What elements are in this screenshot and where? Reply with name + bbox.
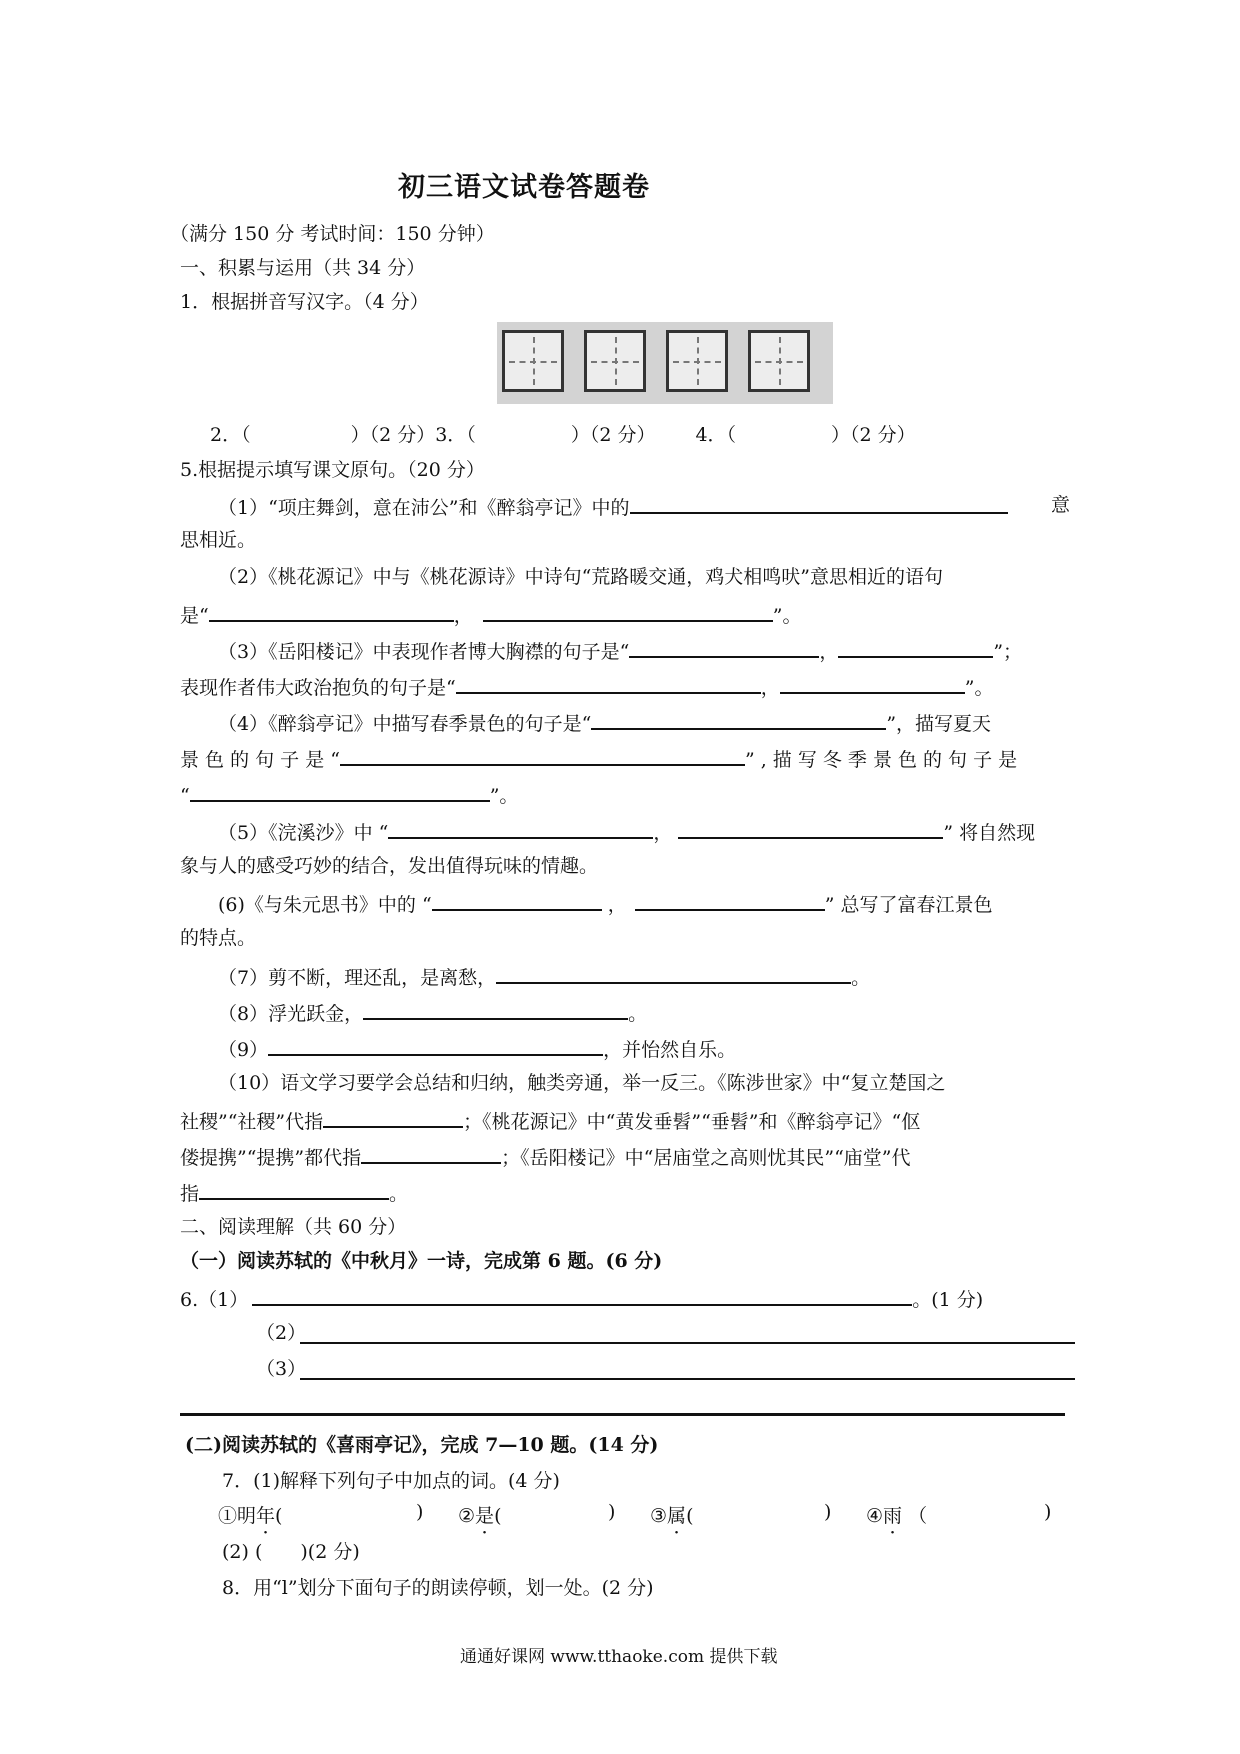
q5-item-10-cont2: 偻提携”“提携”都代指 ；《岳阳楼记》中“居庙堂之高则忧其民”“庙堂”代 xyxy=(180,1140,911,1170)
answer-blank[interactable] xyxy=(678,815,943,839)
answer-blank[interactable] xyxy=(190,778,490,802)
question-5-heading: 5.根据提示填写课文原句。（20 分） xyxy=(180,459,485,481)
dot-mark: 年 xyxy=(256,1505,276,1527)
q5-item-4-cont: 景 色 的 句 子 是 “ ” , 描 写 冬 季 景 色 的 句 子 是 xyxy=(180,742,1017,772)
answer-blank[interactable] xyxy=(483,598,773,622)
q6-3-label: （3） xyxy=(256,1358,307,1380)
dot-mark: 属 xyxy=(667,1505,687,1527)
q5-item-2: （2）《桃花源记》中与《桃花源诗》中诗句“荒路暖交通，鸡犬相鸣吠”意思相近的语句 xyxy=(218,566,944,588)
q5-item-3: （3）《岳阳楼记》中表现作者博大胸襟的句子是“ ， ”； xyxy=(218,634,1022,664)
answer-line[interactable] xyxy=(300,1342,1075,1344)
q3-score: ）（2 分） xyxy=(570,424,656,446)
reading-part-2: (二)阅读苏轼的《喜雨亭记》，完成 7—10 题。(14 分) xyxy=(185,1434,659,1456)
q5-item-1: （1）“项庄舞剑，意在沛公”和《醉翁亭记》中的 意 xyxy=(180,490,1070,520)
dot-mark: 是 xyxy=(475,1505,495,1527)
writing-cell[interactable] xyxy=(666,330,728,392)
section2-heading: 二、阅读理解（共 60 分） xyxy=(180,1216,407,1238)
questions-2-4 xyxy=(210,420,916,447)
writing-cell[interactable] xyxy=(502,330,564,392)
page-title: 初三语文试卷答题卷 xyxy=(398,172,650,203)
answer-blank[interactable] xyxy=(199,1176,389,1200)
answer-blank[interactable] xyxy=(252,1282,912,1306)
answer-blank[interactable] xyxy=(629,634,819,658)
q5-item-4-end: “ ”。 xyxy=(180,778,518,808)
q5-item-4: （4）《醉翁亭记》中描写春季景色的句子是“ ”，描写夏天 xyxy=(218,706,991,736)
answer-line[interactable] xyxy=(300,1378,1075,1380)
answer-blank[interactable] xyxy=(838,634,993,658)
section1-heading: 一、积累与运用（共 34 分） xyxy=(180,257,426,279)
answer-blank[interactable] xyxy=(432,887,602,911)
reading-part-1: （一）阅读苏轼的《中秋月》一诗，完成第 6 题。(6 分) xyxy=(180,1250,663,1272)
q5-item-7: （7）剪不断，理还乱，是离愁， 。 xyxy=(218,960,870,990)
question-8: 8．用“l”划分下面句子的朗读停顿，划一处。(2 分) xyxy=(222,1577,654,1599)
q5-item-6-cont: 的特点。 xyxy=(180,927,257,949)
q5-item-6: (6)《与朱元思书》中的 “ ， ” 总写了富春江景色 xyxy=(218,887,992,917)
writing-cell[interactable] xyxy=(748,330,810,392)
q6-1: 6.（1） 。(1 分) xyxy=(180,1282,983,1312)
answer-blank[interactable] xyxy=(630,490,1008,514)
q5-item-10-end: 指 。 xyxy=(180,1176,408,1206)
answer-blank[interactable] xyxy=(340,742,745,766)
answer-blank[interactable] xyxy=(361,1140,501,1164)
q6-2-label: （2） xyxy=(256,1322,307,1344)
q7-2: (2) ( )(2 分) xyxy=(222,1541,360,1563)
q5-item-3-cont: 表现作者伟大政治抱负的句子是“ ， ”。 xyxy=(180,670,993,700)
q5-item-1-cont: 思相近。 xyxy=(180,529,257,551)
answer-blank[interactable] xyxy=(363,996,628,1020)
answer-blank[interactable] xyxy=(591,706,886,730)
question-7: 7．(1)解释下列句子中加点的词。(4 分) xyxy=(222,1470,560,1492)
separator-line xyxy=(180,1413,1065,1416)
q3-label: ）（2 分）3．（ xyxy=(350,424,476,446)
answer-blank[interactable] xyxy=(209,598,454,622)
q4-score: ）（2 分） xyxy=(831,424,916,446)
q5-item-5: （5）《浣溪沙》中 “ ， ” 将自然现 xyxy=(218,815,1035,845)
answer-blank[interactable] xyxy=(496,960,851,984)
q5-item-10-cont: 社稷”“社稷”代指 ；《桃花源记》中“黄发垂髫”“垂髫”和《醉翁亭记》“伛 xyxy=(180,1104,920,1134)
page-footer: 通通好课网 www.tthaoke.com 提供下载 xyxy=(460,1647,778,1667)
q5-item-10: （10）语文学习要学会总结和归纳，触类旁通，举一反三。《陈涉世家》中“复立楚国之 xyxy=(218,1072,946,1094)
answer-blank[interactable] xyxy=(388,815,653,839)
dot-mark: 雨 xyxy=(883,1505,903,1527)
q5-item-8: （8）浮光跃金， 。 xyxy=(218,996,647,1026)
answer-blank[interactable] xyxy=(268,1032,603,1056)
q5-item-9: （9） ，并怡然自乐。 xyxy=(218,1032,736,1062)
answer-blank[interactable] xyxy=(635,887,825,911)
writing-cell[interactable] xyxy=(584,330,646,392)
answer-blank[interactable] xyxy=(780,670,965,694)
q4-label: 4．（ xyxy=(695,424,737,446)
answer-blank[interactable] xyxy=(456,670,761,694)
question-1: 1．根据拼音写汉字。（4 分） xyxy=(180,291,429,313)
exam-meta: （满分 150 分 考试时间：150 分钟） xyxy=(170,223,495,245)
q5-item-5-cont: 象与人的感受巧妙的结合，发出值得玩味的情趣。 xyxy=(180,855,599,877)
answer-blank[interactable] xyxy=(323,1104,463,1128)
q2-label: 2．（ xyxy=(210,424,251,446)
q5-item-2-blanks: 是“ ， ”。 xyxy=(180,598,801,628)
